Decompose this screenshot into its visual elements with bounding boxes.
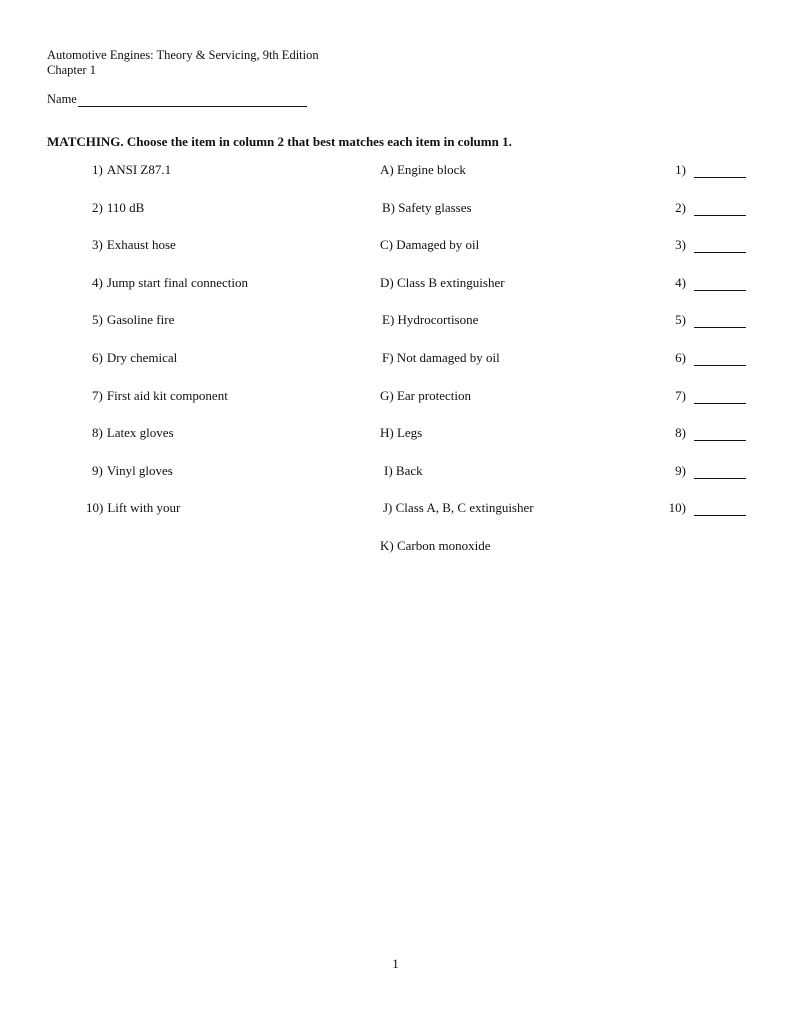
column1-item: [92, 275, 248, 291]
answer-slot: [650, 200, 746, 216]
name-label: Name: [47, 92, 77, 106]
column2-item: J) Class A, B, C extinguisher: [383, 500, 534, 515]
column2-item: D) Class B extinguisher: [380, 275, 505, 290]
matching-row: [0, 425, 791, 445]
column2-item: F) Not damaged by oil: [382, 350, 500, 365]
answer-blank[interactable]: [694, 238, 746, 253]
answer-blank[interactable]: [694, 201, 746, 216]
column2-item: G) Ear protection: [380, 388, 471, 403]
matching-row: [0, 275, 791, 295]
matching-row: [0, 312, 791, 332]
column1-item: [86, 500, 180, 516]
column2-item: C) Damaged by oil: [380, 237, 480, 252]
page-number: 1: [392, 956, 399, 971]
matching-row: [0, 388, 791, 408]
answer-blank[interactable]: [694, 501, 746, 516]
answer-slot: [650, 425, 746, 441]
column1-item: [92, 463, 173, 479]
answer-number: 4): [675, 275, 686, 290]
column1-text: First aid kit component: [106, 388, 228, 403]
column1-item: [92, 312, 174, 328]
column1-item: [92, 388, 228, 404]
answer-slot: [650, 237, 746, 253]
answer-blank[interactable]: [694, 163, 746, 178]
column1-text: 110 dB: [106, 200, 145, 215]
column1-item: [92, 237, 176, 253]
column1-text: Vinyl gloves: [106, 463, 173, 478]
column2-item: E) Hydrocortisone: [382, 312, 479, 327]
answer-number: 9): [675, 463, 686, 478]
column1-number: 6): [92, 350, 103, 365]
column2-item: K) Carbon monoxide: [380, 538, 491, 553]
column1-number: 7): [92, 388, 103, 403]
name-blank[interactable]: [78, 94, 307, 107]
column1-number: 1): [92, 162, 103, 177]
answer-number: 1): [675, 162, 686, 177]
answer-number: 6): [675, 350, 686, 365]
column1-text: Latex gloves: [106, 425, 174, 440]
column1-text: Gasoline fire: [106, 312, 175, 327]
answer-slot: [650, 500, 746, 516]
answer-slot: [650, 312, 746, 328]
matching-row: [0, 237, 791, 257]
column2-item: I) Back: [384, 463, 423, 478]
answer-slot: [650, 275, 746, 291]
document-header: [47, 48, 319, 78]
answer-number: 2): [675, 200, 686, 215]
answer-blank[interactable]: [694, 426, 746, 441]
answer-blank[interactable]: [694, 389, 746, 404]
column1-text: Jump start final connection: [106, 275, 249, 290]
column1-item: [92, 425, 174, 441]
chapter-label: Chapter 1: [47, 63, 96, 77]
name-row: [47, 92, 307, 107]
matching-row: [0, 538, 791, 558]
column1-text: Lift with your: [107, 500, 181, 515]
matching-row: [0, 162, 791, 182]
answer-blank[interactable]: [694, 464, 746, 479]
column1-number: 8): [92, 425, 103, 440]
answer-blank[interactable]: [694, 313, 746, 328]
column1-text: Dry chemical: [106, 350, 178, 365]
column1-text: Exhaust hose: [106, 237, 176, 252]
column1-number: 2): [92, 200, 103, 215]
answer-slot: [650, 162, 746, 178]
answer-slot: [650, 350, 746, 366]
column1-item: [92, 200, 144, 216]
answer-blank[interactable]: [694, 276, 746, 291]
matching-row: [0, 350, 791, 370]
book-title: Automotive Engines: Theory & Servicing, 9th Edition: [47, 48, 319, 62]
answer-number: 10): [668, 500, 686, 515]
answer-slot: [650, 463, 746, 479]
matching-instructions: MATCHING. Choose the item in column 2 that best matches each item in column 1.: [47, 134, 512, 149]
column1-text: ANSI Z87.1: [106, 162, 172, 177]
column1-item: [92, 350, 177, 366]
column2-item: H) Legs: [380, 425, 423, 440]
column1-item: [92, 162, 171, 178]
column1-number: 9): [92, 463, 103, 478]
column1-number: 4): [92, 275, 103, 290]
answer-slot: [650, 388, 746, 404]
answer-number: 7): [675, 388, 686, 403]
answer-number: 8): [675, 425, 686, 440]
matching-row: [0, 500, 791, 520]
column2-item: A) Engine block: [380, 162, 466, 177]
answer-number: 5): [675, 312, 686, 327]
matching-row: [0, 463, 791, 483]
column2-item: B) Safety glasses: [382, 200, 472, 215]
answer-blank[interactable]: [694, 351, 746, 366]
answer-number: 3): [675, 237, 686, 252]
column1-number: 10): [86, 500, 104, 515]
column1-number: 5): [92, 312, 103, 327]
matching-row: [0, 200, 791, 220]
column1-number: 3): [92, 237, 103, 252]
